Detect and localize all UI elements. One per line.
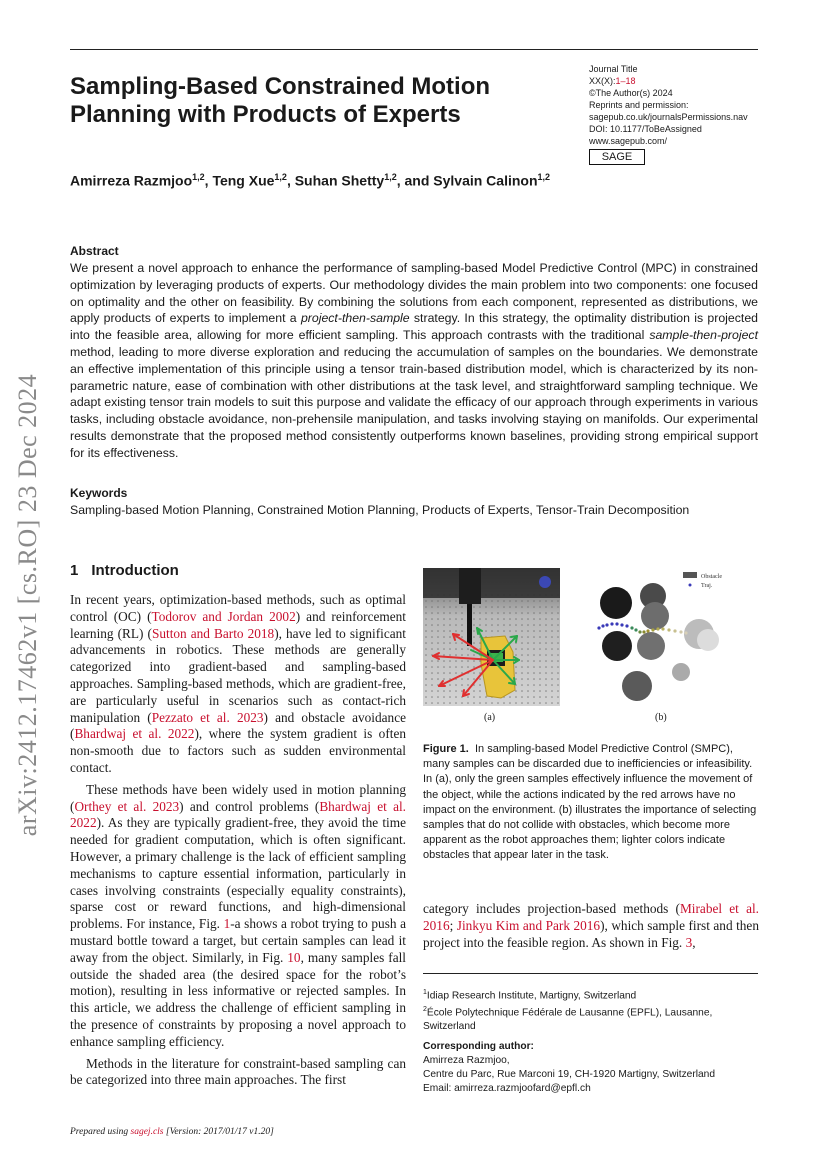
citation-link[interactable]: Sutton and Barto 2018: [151, 625, 275, 641]
blue-light: [539, 576, 551, 588]
citation-link[interactable]: Bhardwaj et al. 2022: [70, 798, 406, 831]
obstacle: [697, 629, 719, 651]
author-affiliation: 1,2: [537, 172, 551, 182]
right-column-text: [423, 901, 759, 951]
corresponding-author: [423, 1040, 758, 1096]
corresponding-name: Amirreza Razmjoo,: [423, 1055, 510, 1066]
cls-link[interactable]: sagej.cls: [130, 1127, 164, 1137]
section-title: Introduction: [91, 562, 179, 579]
journal-info: [589, 63, 769, 147]
prepared-using-footer: Prepared using sagej.cls [Version: 2017/01/17 v1.20]: [70, 1127, 274, 1137]
citation-link[interactable]: 1: [223, 916, 231, 932]
affiliation-footnotes: [423, 986, 758, 1033]
top-rule: [70, 49, 758, 50]
journal-permissions-url: sagepub.co.uk/journalsPermissions.nav: [589, 112, 748, 122]
paper-title: Sampling-Based Constrained Motion Planning with Products of Experts: [70, 73, 491, 128]
abstract-heading: Abstract: [70, 244, 119, 258]
arxiv-stamp: [0, 360, 56, 850]
author-name: Teng Xue: [212, 172, 275, 189]
subfigure-label-b: (b): [655, 712, 667, 723]
author-name: Amirreza Razmjoo: [70, 172, 193, 189]
abstract-body: We present a novel approach to enhance the performance of sampling-based Model Predictive Control (MPC) in constrained optimization by leveraging products of experts. Our methodology divides the main problem into two components: one focused on optimality and the other on feasibility. By combining the solutions from each component, represented as distributions, we apply products of experts to implement a project-then-sample strategy. In this strategy, the optimality distribution is projected into the feasible area, allowing for more efficient sampling. This approach contrasts with the traditional sample-then-project method, leading to more diverse exploration and reducing the accumulation of samples on the boundaries. We demonstrate an effective implementation of this principle using a tensor train-based distribution model, which is characterized by its non-parametric nature, ease of combination with other distributions at the task level, and straightforward sampling technique. We adapt existing tensor train models to suit this purpose and validate the efficacy of our approach through experiments in various tasks, including obstacle avoidance, non-prehensile manipulation, and tasks involving staying on manifolds. Our experimental results demonstrate that the proposed method consistently outperforms known baselines, providing strong empirical support for its effectiveness.: [70, 261, 758, 460]
journal-name: Journal Title: [589, 64, 638, 74]
author-affiliation: 1,2: [274, 172, 287, 182]
arxiv-id[interactable]: arXiv:2412.17462v1 [cs.RO] 23 Dec 2024: [13, 373, 42, 837]
paragraph: These methods have been widely used in motion planning (Orthey et al. 2023) and control problems (Bhardwaj et al. 2022). As they are typically gradient-free, they avoid the time needed for gradient computation, which is often significant. However, a primary challenge is the lack of efficient sampling mechanisms to capture essential information, particularly in cases involving constraints (especially equality constraints), sparse cost or reward functions, and high-dimensional problems. For instance, Fig. 1-a shows a robot trying to push a mustard bottle toward a target, but certain samples can lead it away from the object. Similarly, in Fig. 10, many samples fall outside the shaded area (the desired space for the robot’s motion), resulting in less informative or rejected samples. In this article, we address the challenge of efficient sampling in the presence of constraints by proposing a novel approach to enhance sampling efficiency.: [70, 781, 406, 1049]
figure-label: Figure 1.: [423, 743, 469, 755]
obstacle: [602, 631, 632, 661]
author-affiliation: 1,2: [192, 172, 205, 182]
citation-link[interactable]: Jinkyu Kim and Park 2016: [456, 917, 601, 933]
citation-link[interactable]: Pezzato et al. 2023: [151, 709, 264, 725]
corresponding-heading: Corresponding author:: [423, 1041, 534, 1052]
corresponding-address: Centre du Parc, Rue Marconi 19, CH-1920 Martigny, Switzerland: [423, 1069, 715, 1080]
author-name: Sylvain Calinon: [433, 172, 538, 189]
footnote-rule: [423, 973, 758, 974]
figure-caption: Figure 1. In sampling-based Model Predictive Control (SMPC), many samples can be discarded due to inefficiencies or infeasibility. In (a), only the green samples effectively influence the movement of the object, while the actions indicated by the red arrows have no impact on the environment. (b) illustrates the importance of selecting samples that do not collide with obstacles, which become more apparent as the robot approaches them; lighter colors indicate obstacles that appear later in the task.: [423, 743, 757, 862]
citation-link[interactable]: Orthey et al. 2023: [74, 798, 180, 814]
author-name: Suhan Shetty: [294, 172, 385, 189]
footnote-affiliation: $^1$Idiap Research Institute, Martigny, Switzerland: [423, 989, 637, 1002]
paragraph: In recent years, optimization-based methods, such as optimal control (OC) (Todorov and Jordan 2002) and reinforcement learning (RL) (Sutton and Barto 2018), have led to significant advancements in robotics. These methods are generally categorized into gradient-based and sampling-based approaches. Sampling-based methods, which are gradient-free, are particularly useful in scenarios such as contact-rich manipulation (Pezzato et al. 2023) and obstacle avoidance (Bhardwaj et al. 2022), where the system gradient is often non-smooth due to factors such as sudden environmental contact.: [70, 592, 406, 775]
legend-obstacle-label: Obstacle: [701, 574, 722, 580]
journal-pages[interactable]: 1–18: [615, 76, 636, 86]
robot-push-illustration: [423, 568, 560, 706]
author-list: Amirreza Razmjoo$^{1,2}$, Teng Xue$^{1,2}$, Suhan Shetty$^{1,2}$, and Sylvain Calinon$^{1,2}$: [70, 172, 551, 189]
corresponding-email[interactable]: Email: amirreza.razmjoofard@epfl.ch: [423, 1083, 591, 1094]
obstacle: [641, 602, 669, 630]
left-column-text: [70, 592, 406, 1089]
journal-reprints: Reprints and permission:: [589, 100, 689, 110]
sage-logo: SAGE: [589, 149, 645, 165]
journal-volume: XX(X):1–18: [589, 76, 636, 86]
legend-traj-marker: [689, 584, 692, 587]
citation-link[interactable]: Todorov and Jordan 2002: [151, 608, 296, 624]
obstacle: [637, 632, 665, 660]
citation-link[interactable]: 3: [685, 934, 693, 950]
citation-link[interactable]: Mirabel et al. 2016: [423, 901, 759, 933]
section-heading: [70, 562, 179, 579]
obstacle: [622, 671, 652, 701]
journal-copyright: ©The Author(s) 2024: [589, 88, 673, 98]
keywords-heading: Keywords: [70, 486, 128, 500]
journal-doi: DOI: 10.1177/ToBeAssigned: [589, 124, 702, 134]
subfigure-label-a: (a): [484, 712, 496, 723]
author-affiliation: 1,2: [384, 172, 397, 182]
keywords-body: Sampling-based Motion Planning, Constrained Motion Planning, Products of Experts, Tensor-Train Decomposition: [70, 503, 690, 517]
obstacle-trajectory-plot: [585, 568, 758, 706]
legend-traj-label: Traj.: [701, 583, 713, 589]
paragraph: Methods in the literature for constraint-based sampling can be categorized into three main approaches. The first: [70, 1055, 406, 1088]
robot-pusher: [467, 604, 472, 646]
section-number: 1: [70, 562, 79, 579]
footnote-affiliation: $^2$École Polytechnique Fédérale de Lausanne (EPFL), Lausanne, Switzerland: [423, 1005, 713, 1032]
citation-link[interactable]: 10: [287, 949, 301, 965]
legend-obstacle-swatch: [683, 572, 697, 578]
figure-1a-photo: [423, 568, 560, 706]
figure-1b-obstacle-plot: [585, 568, 758, 706]
citation-link[interactable]: Bhardwaj et al. 2022: [74, 726, 195, 742]
paragraph: category includes projection-based methods (Mirabel et al. 2016; Jinkyu Kim and Park 2016), which sample first and then project into the feasible region. As shown in Fig. 3,: [423, 901, 759, 950]
robot-arm: [459, 568, 481, 604]
journal-website: www.sagepub.com/: [589, 136, 668, 146]
legend-box: [683, 572, 722, 589]
obstacle: [672, 663, 690, 681]
obstacle: [600, 587, 632, 619]
